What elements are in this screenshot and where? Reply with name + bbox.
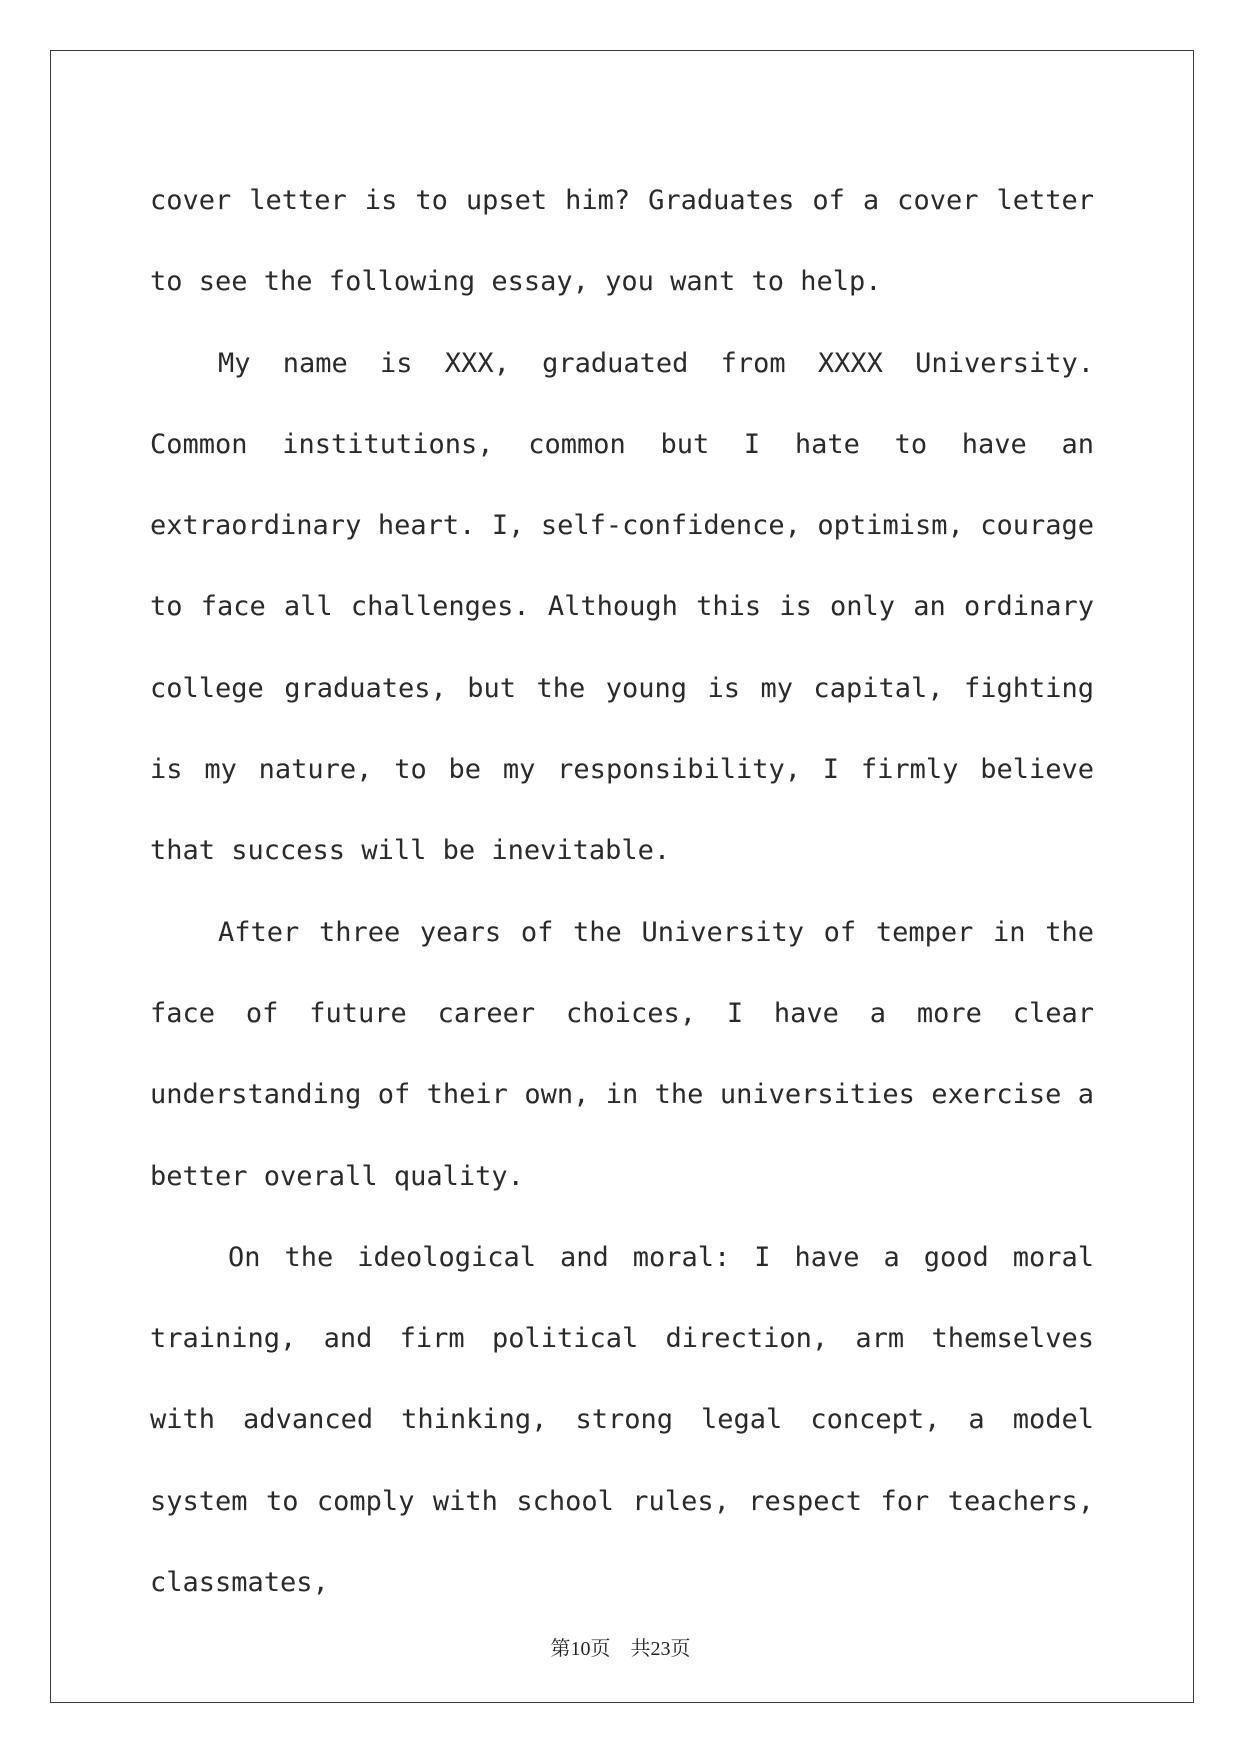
document-body (150, 160, 1094, 1623)
total-pages-number: 23 (650, 1638, 671, 1660)
paragraph-1: cover letter is to upset him? Graduates of a cover letter to see the following essay, you want to help. (150, 185, 1094, 298)
paragraph-2: My name is XXX, graduated from XXXX University. Common institutions, common but I hate to have an extraordinary heart. I, self-confidence, optimism, courage to face all challenges. Although this is only an ordinary college graduates, but the young is my capital, fighting is my nature, to be my responsibility, I firmly believe that success will be inevitable. (150, 347, 1094, 867)
paragraph-4: On the ideological and moral: I have a good moral training, and firm political direction, arm themselves with advanced thinking, strong legal concept, a model system to comply with school rules, respect for teachers, classmates, (150, 1241, 1094, 1599)
page-number-footer (0, 1632, 1241, 1661)
footer-prefix: 第 (550, 1636, 571, 1660)
paragraph-3: After three years of the University of temper in the face of future career choices, I have a more clear understanding of their own, in the universities exercise a better overall quality. (150, 916, 1094, 1192)
current-page-number: 10 (570, 1638, 591, 1660)
footer-suffix: 页 (670, 1636, 691, 1660)
footer-middle: 页 共 (590, 1636, 651, 1660)
